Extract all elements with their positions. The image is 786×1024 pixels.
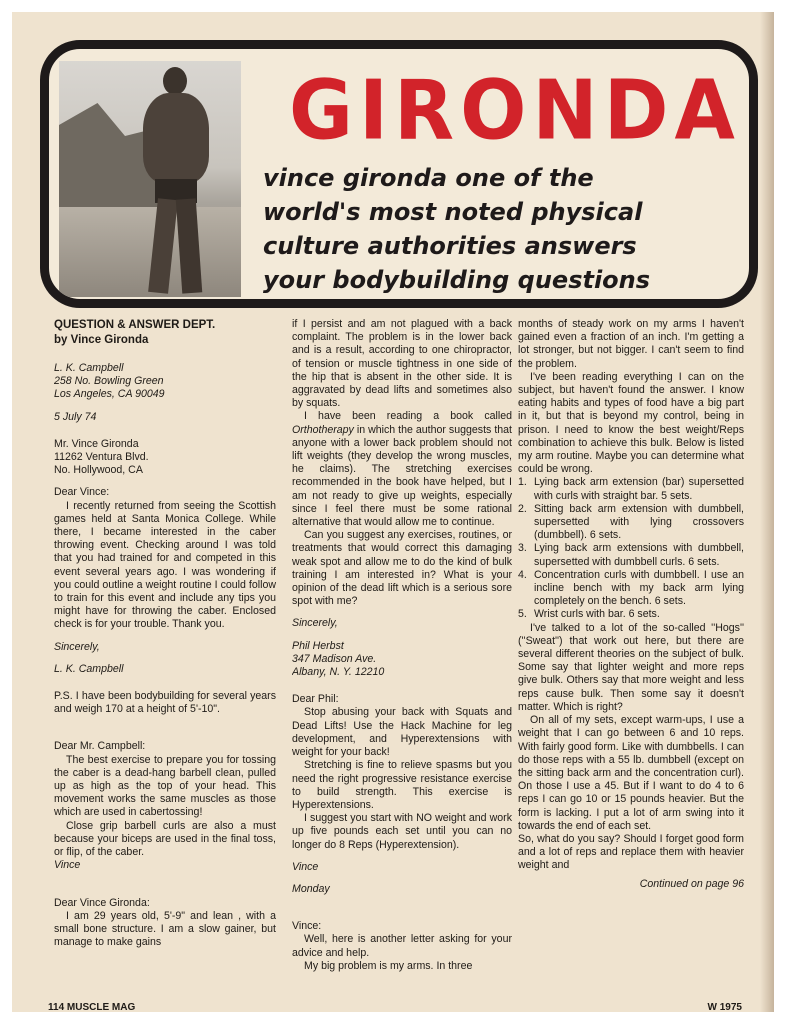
closing: Sincerely, [292, 617, 338, 630]
signature-name: Phil Herbst [292, 639, 344, 652]
subtitle-line: your bodybuilding questions [263, 266, 651, 294]
letter3-paragraph: My big problem is my arms. In three [304, 959, 473, 972]
letter3-paragraph: Well, here is another letter asking for your advice and help. [292, 933, 512, 959]
signature: L. K. Campbell [54, 662, 124, 675]
page-title: GIRONDA [289, 63, 741, 159]
letter-paragraph: if I persist and am not plagued with a back complaint. The problem is in the lower back and is a result, according to one chiropractor, of tension or muscle tightness in one side of the hip that is absent in the other side. It is aggravated by dead lifts and sometimes also by squats. [292, 318, 512, 410]
bodybuilder-figure [137, 67, 217, 293]
list-item: 3. Lying back arm extensions with dumbbell, supersetted with dumbbell curls. 6 sets. [518, 542, 744, 568]
page-subtitle [263, 161, 743, 297]
reply-paragraph: Close grip barbell curls are also a must because your biceps are used in the final toss, or flip, of the caber. [54, 819, 276, 859]
sender-street: 258 No. Bowling Green [54, 375, 164, 388]
list-item: 4. Concentration curls with dumbbell. I use an incline bench with my back arm lying completely on the bench. 6 sets. [518, 568, 744, 608]
reply-paragraph: Stretching is fine to relieve spasms but you need the right progressive resistance exercise to build strength. This exercise is Hyperextensions. [292, 759, 512, 811]
reply-signature: Vince [292, 860, 319, 873]
page-number-magazine: 114 MUSCLE MAG [48, 1002, 136, 1012]
page-edge-shadow [760, 12, 774, 1012]
letter-paragraph: I've been reading everything I can on the subject, but haven't found the answer. I know eating habits and types of food have a big part in it, but that is beyond my control, being in prison. I need to know the best weight/Reps combination to achieve this bulk. Below is listed my arm routine. Maybe you can determine what could be wrong. [518, 370, 744, 476]
book-title: Orthotherapy [292, 423, 354, 436]
signature-street: 347 Madison Ave. [292, 652, 377, 665]
arm-routine-list [518, 476, 744, 621]
reply-paragraph: The best exercise to prepare you for tossing the caber is a dead-hang barbell clean, pulled up as high as the top of your head. This movement works the same muscles as those which are used in cabertossing! [54, 753, 276, 819]
signature-city: Albany, N. Y. 12210 [292, 666, 385, 679]
subtitle-line: world's most noted physical [263, 198, 643, 226]
recipient-name: Mr. Vince Gironda [54, 437, 139, 450]
reply-signature: Vince [54, 859, 81, 872]
sender-city: Los Angeles, CA 90049 [54, 388, 165, 401]
reply-paragraph: I suggest you start with NO weight and work up five pounds each set until you can no longer do 8 Reps (Hyperextension). [292, 812, 512, 851]
letter3-salutation: Vince: [292, 920, 322, 933]
header-banner [40, 40, 758, 308]
subtitle-line: culture authorities answers [263, 232, 637, 260]
closing: Sincerely, [54, 640, 100, 653]
dept-heading: QUESTION & ANSWER DEPT. [54, 319, 216, 331]
list-item: 5. Wrist curls with bar. 6 sets. [518, 608, 660, 621]
bodybuilder-photo [59, 61, 241, 297]
letter-paragraph: months of steady work on my arms I haven't gained even a fraction of an inch. I'm getting a lot stronger, but not bigger. I can't seem to find the problem. [518, 318, 744, 370]
reply-paragraph: Stop abusing your back with Squats and Dead Lifts! Use the Hack Machine for leg development, and Hyperextensions with weight for your back! [292, 706, 512, 759]
letter-paragraph: On all of my sets, except warm-ups, I use a weight that I can go between 6 and 10 reps. With fairly good form. Like with dumbbells. I can do those reps with a 55 lb. dumbbell (except on the sitting back arm and the concentration curl). On those I use a 45. But if I want to do 4 to 6 reps I can go 10 or 15 pounds heavier. But the form is lacking. I put a lot of arm swing into it towards the end of each set. [518, 714, 744, 832]
list-item: 1. Lying back arm extension (bar) supersetted with curls with straight bar. 5 sets. [518, 476, 744, 502]
page-footer [42, 1002, 762, 1012]
recipient-street: 11262 Ventura Blvd. [54, 451, 149, 464]
column-2 [292, 318, 512, 988]
subtitle-line: vince gironda one of the [263, 164, 594, 192]
list-item: 2. Sitting back arm extension with dumbbell, supersetted with lying crossovers (dumbbell). 6 sets. [518, 502, 744, 542]
magazine-page [12, 12, 774, 1012]
continued-note: Continued on page 96 [639, 877, 744, 890]
reply-day: Monday [292, 882, 330, 895]
recipient-city: No. Hollywood, CA [54, 464, 143, 477]
reply-salutation: Dear Phil: [292, 693, 339, 706]
letter-paragraph: I've talked to a lot of the so-called ''Hogs'' (''Sweat'') that work out here, but there are several different theories on the subject of bulk. Some say that lighter weight and more reps give bulk. Others say that more weight and less reps cause bulk. Then some say it doesn't matter. Which is right? [518, 621, 744, 713]
letter2-paragraph: I am 29 years old, 5'-9" and lean , with a small bone structure. I am a slow gainer, but manage to make gains [54, 909, 276, 949]
column-3 [518, 318, 744, 988]
letter-paragraph: So, what do you say? Should I forget good form and a lot of reps and replace them with heavier weight and [518, 832, 744, 872]
column-1 [54, 318, 276, 988]
letter-body: I recently returned from seeing the Scottish games held at Santa Monica College. While there, I became interested in the caber throwing event. Checking around I was told that you had trained for and competed in this event several years ago. I was wondering if you could outline a weight routine I could follow to train for this event and include any tips you might have for throwing the caber. Enclosed check is for your trouble. Thank you. [54, 499, 276, 631]
byline: by Vince Gironda [54, 334, 149, 346]
letter-paragraph: Can you suggest any exercises, routines, or treatments that would correct this damaging weak spot and allow me to do the kind of bulk training I am interested in? What is your opinion of the dead lift which is a serious sore spot with me? [292, 529, 512, 608]
postscript: P.S. I have been bodybuilding for several years and weigh 170 at a height of 5'-10". [54, 690, 276, 716]
letter-date: 5 July 74 [54, 410, 97, 423]
reply-salutation: Dear Mr. Campbell: [54, 740, 146, 753]
salutation: Dear Vince: [54, 486, 110, 499]
sender-name: L. K. Campbell [54, 362, 124, 374]
issue-date: W 1975 [707, 1002, 742, 1012]
letter-paragraph: I have been reading a book called Orthotherapy in which the author suggests that anyone with a lower back problem should not lift weights (they develop the wrong muscles, he claims). The stretching exercises recommended in the book have helped, but I am not ready to give up weights, especially since I feel there must be some rational alternative that would allow me to continue. [292, 410, 512, 529]
letter2-salutation: Dear Vince Gironda: [54, 896, 150, 909]
